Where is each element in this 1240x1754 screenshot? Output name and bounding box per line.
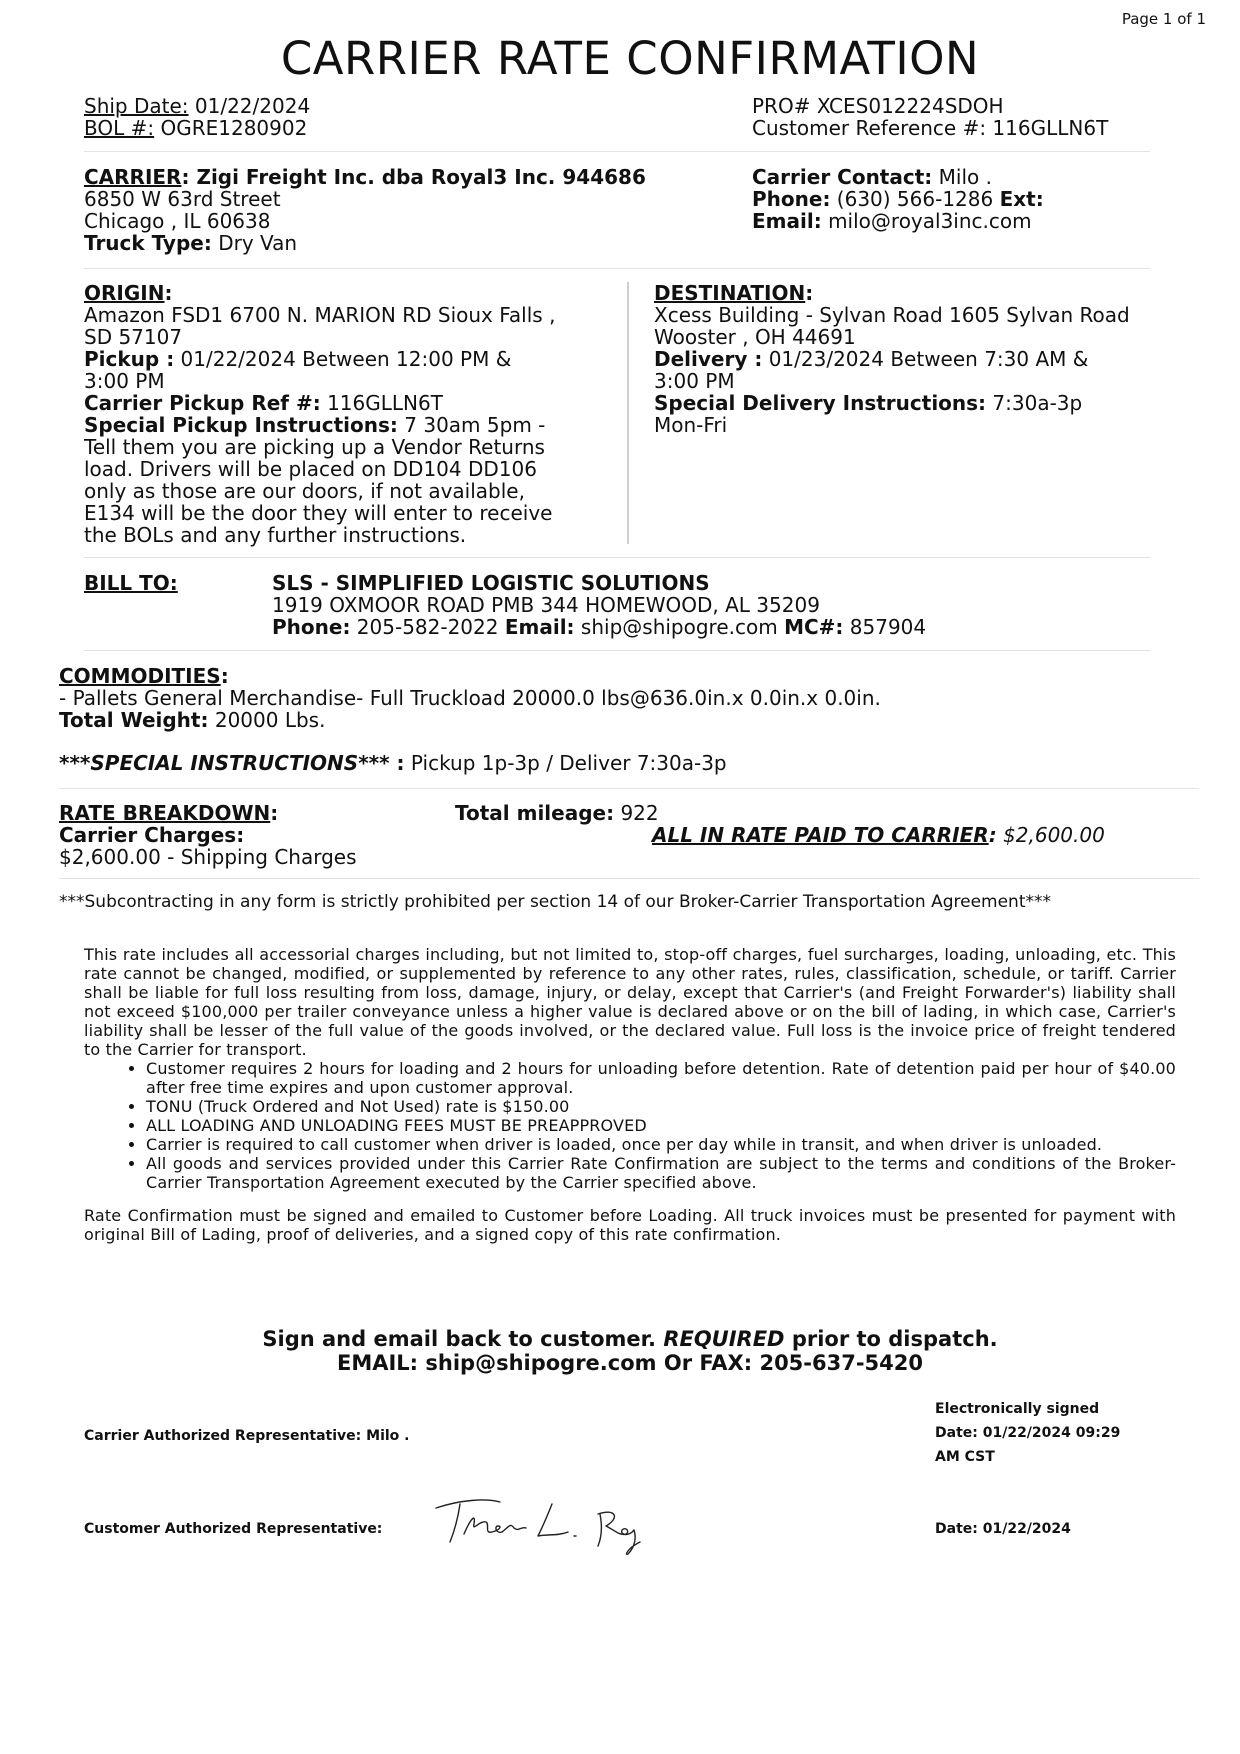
mileage-label: Total mileage:: [455, 801, 615, 825]
mileage-value: 922: [620, 801, 659, 825]
total-weight-value: 20000 Lbs.: [214, 708, 326, 732]
pickup-line1: 01/22/2024 Between 12:00 PM &: [180, 347, 512, 371]
sign-request-email-fax: EMAIL: ship@shipogre.com Or FAX: 205-637-5420: [336, 1351, 924, 1375]
truck-type-value: Dry Van: [218, 231, 298, 255]
divider: [84, 151, 1150, 152]
terms-paragraph: This rate includes all accessorial charges including, but not limited to, stop-off charges, fuel surcharges, loading, unloading, etc. This rate cannot be changed, modified, or supplemented by reference to any other rates, rules, classification, schedule, or tariff. Carrier shall be liable for full loss resulting from loss, damage, injury, or delay, except that Carrier's (and Freight Forwarder's) liability shall not exceed $100,000 per trailer conveyance unless a higher value is declared above or on the bill of lading, in which case, Carrier's liability shall be lesser of the full value of the goods involved, or the declared value. Full loss is the invoice price of freight tendered to the Carrier for transport.: [84, 945, 1176, 1059]
special-instructions-text: Pickup 1p-3p / Deliver 7:30a-3p: [410, 751, 727, 775]
pickup-instructions-line: E134 will be the door they will enter to receive: [84, 501, 553, 525]
carrier-phone-label: Phone:: [752, 187, 831, 211]
carrier-contact-block: [752, 166, 1044, 232]
terms-closing: Rate Confirmation must be signed and emailed to Customer before Loading. All truck invoices must be presented for payment with original Bill of Lading, proof of deliveries, and a signed copy of this rate confirmation.: [84, 1206, 1176, 1244]
all-in-rate-label: ALL IN RATE PAID TO CARRIER: [652, 823, 989, 847]
carrier-email-label: Email:: [752, 209, 822, 233]
commodities-block: COMMODITIES: - Pallets General Merchandise- Full Truckload 20000.0 lbs@636.0in.x 0.0in.x 0.0in. Total Weight: 20000 Lbs.: [59, 664, 881, 732]
rate-breakdown-label: RATE BREAKDOWN: [59, 801, 271, 825]
destination-label: DESTINATION: [654, 281, 806, 305]
destination-address-line1: Xcess Building - Sylvan Road 1605 Sylvan Road: [654, 303, 1130, 327]
terms-bullet: • Customer requires 2 hours for loading and 2 hours for unloading before detention. Rate of detention paid per hour of $40.00 after free time expires and upon customer approval.: [146, 1059, 1176, 1097]
bol-label: BOL #:: [84, 116, 155, 140]
carrier-charges-line: $2,600.00 - Shipping Charges: [59, 845, 357, 869]
pickup-instructions-line: Tell them you are picking up a Vendor Returns: [84, 435, 545, 459]
all-in-rate-value: $2,600.00: [1003, 823, 1105, 847]
pickup-instructions-line: load. Drivers will be placed on DD104 DD106: [84, 457, 537, 481]
divider: [59, 878, 1199, 879]
commodity-line: - Pallets General Merchandise- Full Truckload 20000.0 lbs@636.0in.x 0.0in.x 0.0in.: [59, 686, 881, 710]
bill-to-phone: 205-582-2022: [356, 615, 499, 639]
terms-bullet: • Carrier is required to call customer when driver is loaded, once per day while in transit, and when driver is unloaded.: [146, 1135, 1176, 1154]
carrier-block: CARRIER: Zigi Freight Inc. dba Royal3 Inc. 944686 6850 W 63rd Street Chicago , IL 60638 Truck Type: Dry Van: [84, 165, 646, 255]
total-weight-label: Total Weight:: [59, 708, 209, 732]
pickup-ref-value: 116GLLN6T: [327, 391, 443, 415]
special-instructions-suffix: *** :: [358, 751, 405, 775]
destination-address-line2: Wooster , OH 44691: [654, 325, 856, 349]
carrier-contact-value: Milo .: [938, 165, 992, 189]
pickup-label: Pickup :: [84, 347, 175, 371]
pickup-instructions-label: Special Pickup Instructions:: [84, 413, 398, 437]
carrier-name: Zigi Freight Inc. dba Royal3 Inc. 944686: [196, 165, 646, 189]
divider: [84, 557, 1150, 558]
terms-bullet-list: [84, 1059, 1176, 1192]
terms-block: [84, 945, 1176, 1244]
e-signed-line3: AM CST: [935, 1449, 995, 1465]
bill-to-email-label: Email:: [504, 615, 575, 639]
terms-bullet: • All goods and services provided under this Carrier Rate Confirmation are subject to the terms and conditions of the Broker-Carrier Transportation Agreement executed by the Carrier specified above.: [146, 1154, 1176, 1192]
ship-date-row: [84, 95, 310, 117]
special-instructions-row: [59, 752, 727, 774]
origin-block: ORIGIN: Amazon FSD1 6700 N. MARION RD Sioux Falls , SD 57107 Pickup : 01/22/2024 Between 12:00 PM & 3:00 PM Carrier Pickup Ref #: 116GLLN6T Special Pickup Instructions: 7 30am 5pm - Tell them you are picking up a Vendor Returns load. Drivers will be placed on DD104 DD106 only as those are our doors, if not available, E134 will be the door they will enter to receive the BOLs and any further instructions.: [84, 282, 604, 546]
sign-request-part1: Sign and email back to customer.: [262, 1327, 656, 1351]
electronic-signature-block: [935, 1397, 1120, 1469]
origin-address-line1: Amazon FSD1 6700 N. MARION RD Sioux Falls ,: [84, 303, 556, 327]
bill-to-address: 1919 OXMOOR ROAD PMB 344 HOMEWOOD, AL 35209: [272, 593, 820, 617]
pickup-ref-label: Carrier Pickup Ref #:: [84, 391, 321, 415]
carrier-phone-value: (630) 566-1286: [836, 187, 994, 211]
sign-request-required: REQUIRED: [663, 1327, 785, 1351]
document-title: CARRIER RATE CONFIRMATION: [280, 32, 980, 85]
page-number: Page 1 of 1: [1121, 10, 1206, 28]
ship-date-value: 01/22/2024: [194, 94, 311, 118]
customer-date: Date: 01/22/2024: [935, 1521, 1071, 1537]
truck-type-label: Truck Type:: [84, 231, 212, 255]
bill-to-label: BILL TO:: [84, 571, 178, 595]
divider: [84, 268, 1150, 269]
pickup-instructions-line1: 7 30am 5pm -: [404, 413, 546, 437]
bill-to-mc-label: MC#:: [784, 615, 844, 639]
commodities-label: COMMODITIES: [59, 664, 221, 688]
pro-number: PRO# XCES012224SDOH: [752, 94, 1004, 118]
subcontract-notice: ***Subcontracting in any form is strictly prohibited per section 14 of our Broker-Carrier Transportation Agreement***: [59, 892, 1052, 912]
column-divider: [627, 282, 629, 544]
e-signed-line2: Date: 01/22/2024 09:29: [935, 1425, 1121, 1441]
carrier-ext-label: Ext:: [999, 187, 1044, 211]
bol-row: [84, 117, 307, 139]
all-in-rate-row: ALL IN RATE PAID TO CARRIER: $2,600.00: [652, 823, 1105, 847]
divider: [84, 650, 1150, 651]
bill-to-phone-label: Phone:: [272, 615, 351, 639]
delivery-instructions-line2: Mon-Fri: [654, 413, 728, 437]
special-instructions-prefix: ***: [59, 751, 91, 775]
terms-bullet: • ALL LOADING AND UNLOADING FEES MUST BE PREAPPROVED: [146, 1116, 1176, 1135]
bill-to-company: SLS - SIMPLIFIED LOGISTIC SOLUTIONS: [272, 571, 710, 595]
rate-block: RATE BREAKDOWN: Carrier Charges: $2,600.00 - Shipping Charges: [59, 801, 357, 869]
delivery-label: Delivery :: [654, 347, 763, 371]
carrier-email-value: milo@royal3inc.com: [828, 209, 1032, 233]
bill-to-email: ship@shipogre.com: [580, 615, 778, 639]
pickup-instructions-line: only as those are our doors, if not available,: [84, 479, 525, 503]
destination-block: DESTINATION: Xcess Building - Sylvan Road 1605 Sylvan Road Wooster , OH 44691 Delivery : 01/23/2024 Between 7:30 AM & 3:00 PM Special Delivery Instructions: 7:30a-3p Mon-Fri: [654, 282, 1174, 436]
pickup-instructions-line: the BOLs and any further instructions.: [84, 523, 467, 547]
carrier-charges-label: Carrier Charges:: [59, 823, 245, 847]
carrier-address2: Chicago , IL 60638: [84, 209, 271, 233]
customer-signature: [430, 1490, 660, 1560]
carrier-label: CARRIER: [84, 165, 182, 189]
e-signed-line1: Electronically signed: [935, 1401, 1100, 1417]
sign-request: [0, 1327, 1240, 1375]
delivery-line2: 3:00 PM: [654, 369, 735, 393]
carrier-address1: 6850 W 63rd Street: [84, 187, 281, 211]
pickup-line2: 3:00 PM: [84, 369, 165, 393]
bol-value: OGRE1280902: [160, 116, 308, 140]
delivery-line1: 01/23/2024 Between 7:30 AM &: [768, 347, 1089, 371]
terms-bullet: • TONU (Truck Ordered and Not Used) rate is $150.00: [146, 1097, 1176, 1116]
carrier-rep-label: Carrier Authorized Representative: Milo .: [84, 1428, 410, 1444]
origin-label: ORIGIN: [84, 281, 165, 305]
delivery-instructions-label: Special Delivery Instructions:: [654, 391, 987, 415]
sign-request-part3: prior to dispatch.: [791, 1327, 998, 1351]
bill-to-block: [272, 572, 926, 638]
customer-reference: Customer Reference #: 116GLLN6T: [752, 116, 1109, 140]
signature-image: [430, 1490, 660, 1560]
delivery-instructions-line1: 7:30a-3p: [992, 391, 1083, 415]
carrier-contact-label: Carrier Contact:: [752, 165, 933, 189]
origin-address-line2: SD 57107: [84, 325, 183, 349]
customer-rep-label: Customer Authorized Representative:: [84, 1521, 383, 1537]
special-instructions-label: SPECIAL INSTRUCTIONS: [90, 751, 359, 775]
mileage-row: [455, 802, 659, 824]
bill-to-mc: 857904: [849, 615, 927, 639]
divider: [59, 788, 1199, 789]
ship-date-label: Ship Date:: [84, 94, 189, 118]
